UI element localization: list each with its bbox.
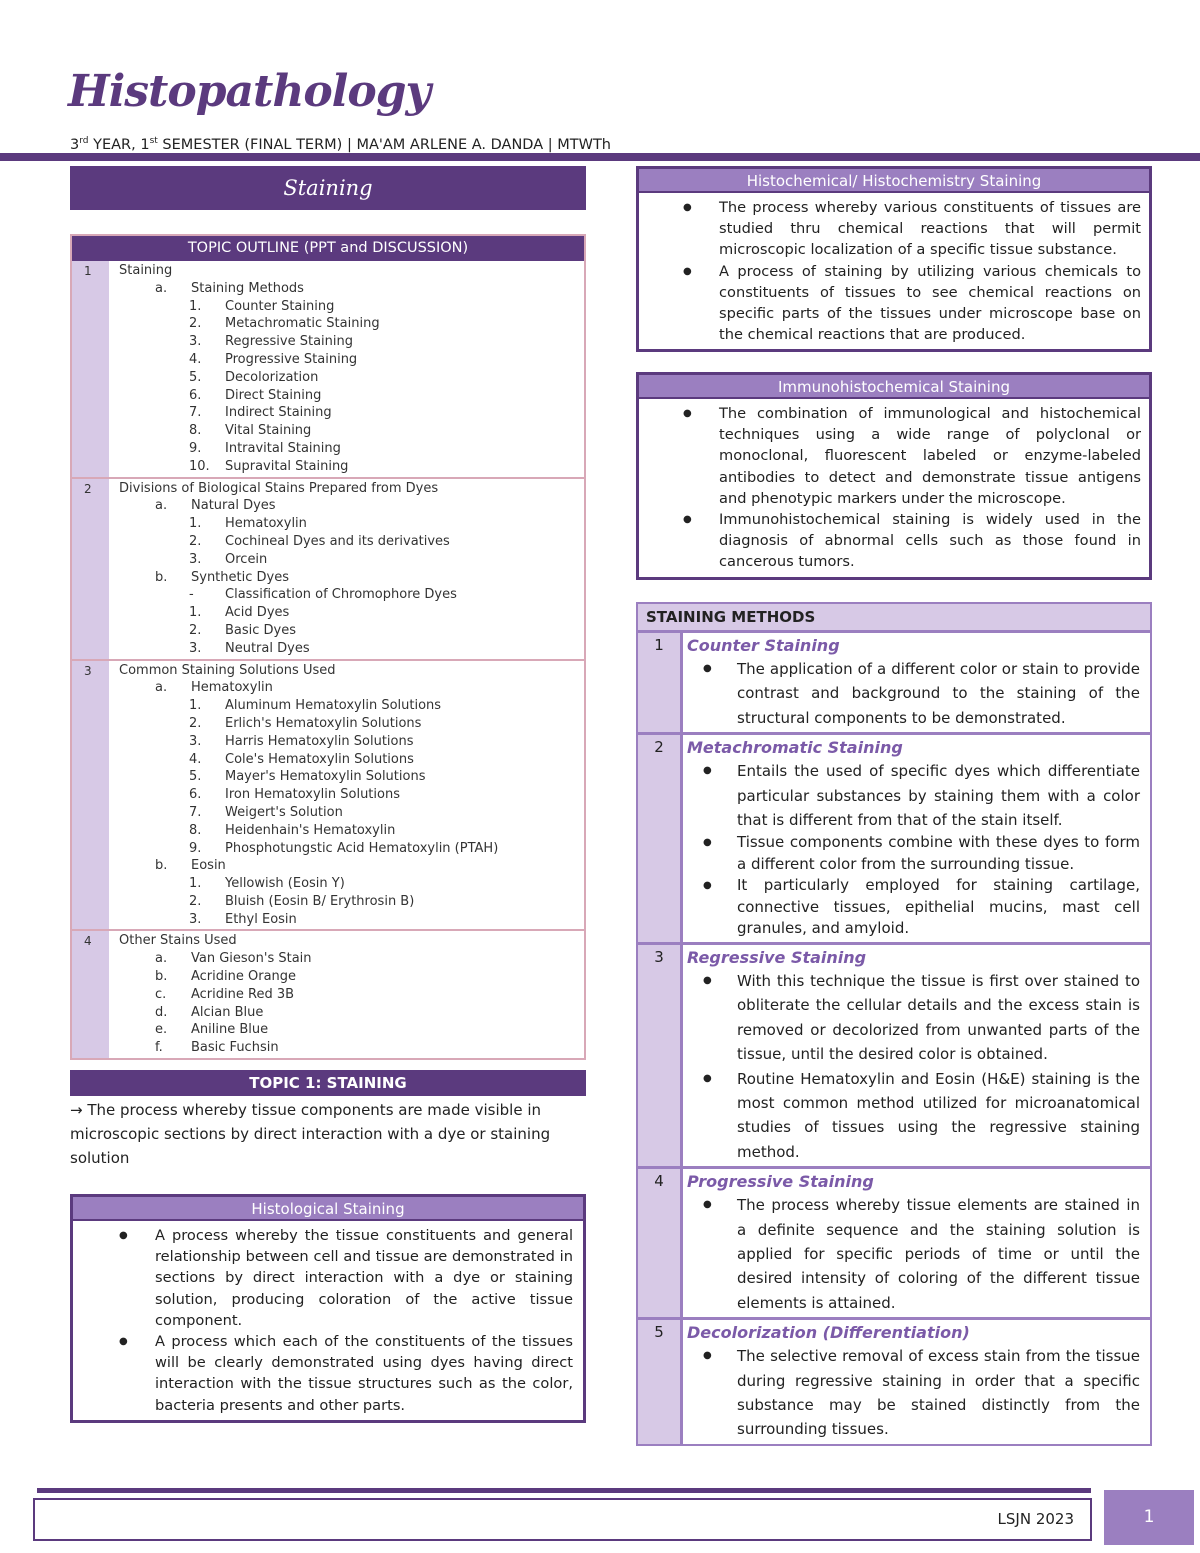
outline-section [72,929,584,1058]
outline-text: Hematoxylin [191,680,273,696]
method-body [683,1169,1150,1317]
page-number: 1 [1104,1490,1194,1545]
method-title: Metachromatic Staining [687,738,903,758]
method-row [638,630,1150,732]
topic1-definition: → The process whereby tissue components are made visible in microscopic sections by direct interaction with a dye or staining solution [70,1101,551,1167]
outline-marker: e. [155,1022,168,1038]
outline-line [119,950,584,968]
outline-text: Natural Dyes [191,498,276,514]
list-item: ● A process of staining by utilizing various chemicals to constituents of tissues to see chemical reactions on specific parts of the tissues under microscope base on the chemical reactions that are produced. [719,261,1141,346]
outline-text: Iron Hematoxylin Solutions [225,787,400,803]
staining-banner: Staining [70,166,586,210]
outline-text: Synthetic Dyes [191,569,289,585]
outline-line [119,604,584,622]
list-item: ● Tissue components combine with these dyes to form a different color from the surrounding tissue. [737,832,1140,875]
outline-line [119,1004,584,1022]
outline-marker: 3. [189,911,202,927]
outline-text: Supravital Staining [225,458,349,474]
outline-marker: - [189,587,194,603]
method-title: Progressive Staining [687,1172,874,1192]
outline-section-number: 3 [72,661,109,930]
method-title: Counter Staining [687,636,840,655]
method-row [638,732,1150,942]
outline-text: Neutral Dyes [225,640,310,656]
outline-text: Heidenhain's Hematoxylin [225,822,396,838]
outline-text: Acridine Orange [191,969,297,985]
outline-text: Ethyl Eosin [225,911,297,927]
outline-line [119,369,584,387]
outline-marker: 8. [189,423,202,439]
outline-text: Staining Methods [191,280,304,296]
method-body [683,1320,1150,1444]
outline-line [119,333,584,351]
outline-marker: 8. [189,822,202,838]
outline-line [119,422,584,440]
outline-marker: 7. [189,405,202,421]
outline-marker: 10. [189,458,210,474]
outline-section [72,477,584,659]
outline-marker: 4. [189,751,202,767]
list-item: ● With this technique the tissue is first over stained to obliterate the cellular details and the excess stain is removed or decolorized from unwanted parts of the tissue, until the desired color is obtained. [737,969,1140,1067]
outline-line [119,262,584,280]
outline-text: Intravital Staining [225,440,341,456]
outline-section-body [109,261,584,477]
list-item: ● Routine Hematoxylin and Eosin (H&E) staining is the most common method utilized for microanatomical studies of tissues using the regressive staining method. [737,1067,1140,1165]
outline-marker: 2. [189,316,202,332]
method-number: 1 [638,633,683,732]
footer-box [33,1498,1092,1541]
outline-marker: b. [155,858,168,874]
outline-line [119,404,584,422]
header-divider [0,153,1200,161]
outline-text: Eosin [191,858,226,874]
immunohistochemical-staining-heading: Immunohistochemical Staining [639,375,1149,399]
outline-text: Harris Hematoxylin Solutions [225,733,414,749]
outline-marker: f. [155,1040,163,1056]
list-item: ● It particularly employed for staining cartilage, connective tissues, epithelial mucins, mast cell granules, and amyloid. [737,875,1140,940]
outline-line [119,733,584,751]
outline-line [119,768,584,786]
outline-section [72,659,584,930]
outline-line [119,679,584,697]
method-title: Decolorization (Differentiation) [687,1323,970,1343]
histological-staining-heading: Histological Staining [73,1197,583,1221]
outline-section-body [109,479,584,659]
outline-marker: a. [155,498,168,514]
outline-text: Mayer's Hematoxylin Solutions [225,769,426,785]
outline-marker: d. [155,1004,168,1020]
outline-text: Basic Fuchsin [191,1040,279,1056]
outline-marker: 2. [189,715,202,731]
outline-text: Acid Dyes [225,605,290,621]
outline-line [119,968,584,986]
footer-divider [37,1488,1091,1493]
outline-marker: b. [155,569,168,585]
outline-line [119,857,584,875]
outline-line [119,458,584,476]
outline-marker: 9. [189,840,202,856]
method-body [683,945,1150,1166]
list-item: ● Entails the used of specific dyes which differentiate particular substances by staining them with a color that is different from that of the stain itself. [737,759,1140,832]
outline-line [119,280,584,298]
list-item: ● The application of a different color or stain to provide contrast and background to the staining of the structural components to be demonstrated. [737,657,1140,730]
outline-marker: c. [155,986,167,1002]
outline-text: Alcian Blue [191,1004,264,1020]
list-item: ● The combination of immunological and histochemical techniques using a wide range of polyclonal or monoclonal, fluorescent labeled or enzyme-labeled antibodies to detect and demonstrate tissue antigens and phenotypic markers under the microscope. [719,403,1141,509]
outline-text: Yellowish (Eosin Y) [225,876,345,892]
outline-section [72,261,584,477]
staining-methods-heading: STAINING METHODS [638,604,1150,630]
outline-line [119,986,584,1004]
outline-marker: 1. [189,698,202,714]
outline-line [119,298,584,316]
outline-section-body [109,931,584,1058]
outline-line [119,315,584,333]
method-number: 4 [638,1169,683,1317]
list-item: ● A process whereby the tissue constituents and general relationship between cell and tissue are demonstrated in sections by direct interaction with a dye or staining solution, producing coloration of the active tissue component. [155,1225,573,1331]
method-row [638,1317,1150,1444]
outline-marker: 2. [189,622,202,638]
outline-marker: a. [155,951,168,967]
outline-text: Vital Staining [225,423,312,439]
outline-line [119,586,584,604]
outline-marker: 3. [189,733,202,749]
outline-line [119,533,584,551]
document-subtitle: 3rd YEAR, 1st SEMESTER (FINAL TERM) | MA'AM ARLENE A. DANDA | MTWTh [70,136,611,153]
method-title: Regressive Staining [687,947,867,967]
outline-marker: 6. [189,387,202,403]
outline-line [119,804,584,822]
outline-marker: 7. [189,804,202,820]
outline-text: Orcein [225,551,268,567]
outline-marker: 1. [189,298,202,314]
method-number: 5 [638,1320,683,1444]
outline-text: Counter Staining [225,298,335,314]
method-row [638,1166,1150,1317]
method-row [638,942,1150,1166]
outline-text: Phosphotungstic Acid Hematoxylin (PTAH) [225,840,499,856]
list-item: ● A process which each of the constituents of the tissues will be clearly demonstrated using dyes having direct interaction with the tissue structures such as the color, bacteria presents and other parts. [155,1331,573,1416]
outline-marker: 2. [189,893,202,909]
outline-line [119,875,584,893]
outline-text: Van Gieson's Stain [191,951,312,967]
list-item: ● The selective removal of excess stain from the tissue during regressive staining in order that a specific substance may be stained distinctly from the surrounding tissues. [737,1344,1140,1442]
outline-text: Cole's Hematoxylin Solutions [225,751,414,767]
outline-line [119,893,584,911]
outline-line [119,515,584,533]
outline-line [119,551,584,569]
topic-outline-table [70,234,586,1060]
outline-section-number: 2 [72,479,109,659]
outline-line [119,440,584,458]
outline-text: Other Stains Used [119,933,237,949]
outline-text: Acridine Red 3B [191,986,295,1002]
outline-section-number: 4 [72,931,109,1058]
outline-line [119,786,584,804]
outline-text: Erlich's Hematoxylin Solutions [225,715,422,731]
method-body [683,633,1150,732]
outline-marker: 5. [189,369,202,385]
outline-text: Basic Dyes [225,622,297,638]
method-number: 2 [638,735,683,942]
outline-line [119,622,584,640]
outline-line [119,840,584,858]
list-item: ● The process whereby various constituents of tissues are studied thru chemical reactions that will permit microscopic localization of a specific tissue substance. [719,197,1141,261]
outline-text: Regressive Staining [225,334,354,350]
outline-line [119,911,584,929]
list-item: ● The process whereby tissue elements are stained in a definite sequence and the staining solution is applied for specific periods of time or until the desired intensity of coloring of the different tissue elements is attained. [737,1193,1140,1315]
staining-methods-table [636,602,1152,1446]
outline-text: Aluminum Hematoxylin Solutions [225,698,442,714]
outline-text: Metachromatic Staining [225,316,380,332]
outline-marker: 2. [189,533,202,549]
outline-line [119,1039,584,1057]
outline-marker: b. [155,969,168,985]
outline-section-number: 1 [72,261,109,477]
outline-line [119,497,584,515]
outline-text: Bluish (Eosin B/ Erythrosin B) [225,893,415,909]
outline-text: Hematoxylin [225,516,307,532]
histological-staining-panel [70,1194,586,1423]
outline-marker: 1. [189,876,202,892]
topic1-heading: TOPIC 1: STAINING [70,1070,586,1096]
outline-marker: a. [155,680,168,696]
outline-text: Indirect Staining [225,405,332,421]
left-column [70,166,586,1414]
outline-text: Common Staining Solutions Used [119,662,336,678]
outline-marker: 1. [189,605,202,621]
outline-line [119,569,584,587]
outline-text: Weigert's Solution [225,804,343,820]
outline-marker: 1. [189,516,202,532]
outline-marker: 5. [189,769,202,785]
outline-line [119,387,584,405]
histochemical-staining-panel [636,166,1152,352]
outline-text: Divisions of Biological Stains Prepared from Dyes [119,480,439,496]
method-body [683,735,1150,942]
immunohistochemical-staining-panel [636,372,1152,580]
outline-marker: 3. [189,640,202,656]
outline-marker: 6. [189,787,202,803]
outline-line [119,662,584,680]
outline-section-body [109,661,584,930]
outline-marker: 3. [189,334,202,350]
outline-marker: a. [155,280,168,296]
outline-text: Staining [119,263,173,278]
outline-line [119,351,584,369]
histochemical-staining-heading: Histochemical/ Histochemistry Staining [639,169,1149,193]
outline-text: Direct Staining [225,387,322,403]
method-number: 3 [638,945,683,1166]
outline-text: Cochineal Dyes and its derivatives [225,533,450,549]
outline-line [119,932,584,950]
outline-marker: 4. [189,351,202,367]
outline-text: Decolorization [225,369,319,385]
list-item: ● Immunohistochemical staining is widely used in the diagnosis of abnormal cells such as those found in cancerous tumors. [719,509,1141,573]
topic-outline-heading: TOPIC OUTLINE (PPT and DISCUSSION) [72,236,584,261]
outline-text: Classification of Chromophore Dyes [225,587,457,603]
outline-line [119,715,584,733]
document-title: Histopathology [68,66,431,117]
outline-marker: 9. [189,440,202,456]
outline-line [119,640,584,658]
outline-line [119,697,584,715]
outline-text: Aniline Blue [191,1022,269,1038]
outline-line [119,751,584,769]
outline-line [119,822,584,840]
footer-label: LSJN 2023 [997,1510,1074,1528]
outline-marker: 3. [189,551,202,567]
outline-line [119,1021,584,1039]
outline-text: Progressive Staining [225,351,358,367]
outline-line [119,480,584,498]
